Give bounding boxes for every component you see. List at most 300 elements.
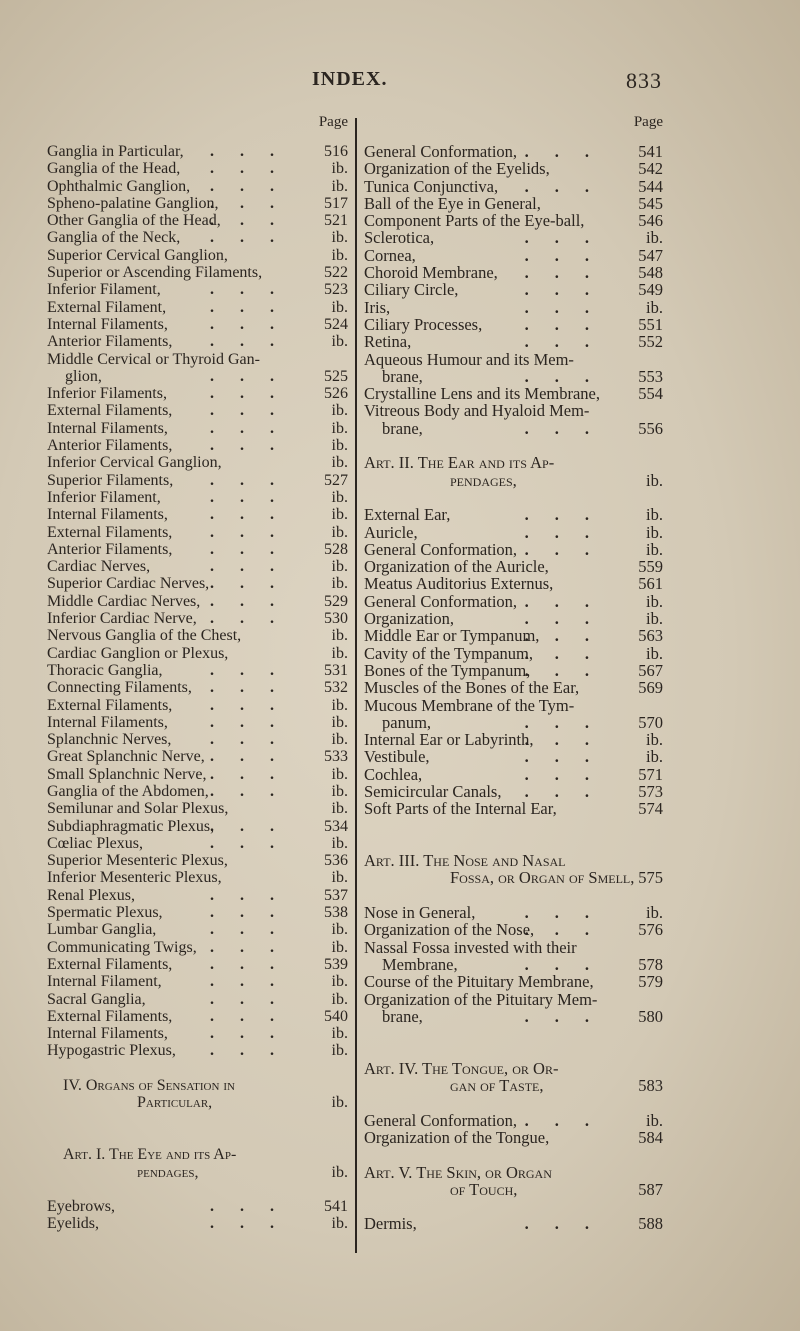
entry-page: ib.: [331, 627, 348, 645]
entry-text: Internal Filaments,: [47, 315, 168, 333]
index-entry: [364, 524, 663, 541]
index-entry: [47, 575, 348, 592]
entry-text: Internal Filament,: [47, 973, 162, 991]
dot-leader: ...: [524, 781, 615, 801]
index-entry: [364, 973, 663, 990]
dot-leader: ...: [524, 418, 615, 438]
index-entry: [47, 195, 348, 212]
entry-text: Art. II. The Ear and its Ap-: [364, 453, 555, 473]
entry-text: IV. Organs of Sensation in: [63, 1077, 236, 1095]
entry-text: Inferior Cardiac Nerve,: [47, 610, 197, 628]
entry-text: Art. I. The Eye and its Ap-: [63, 1146, 237, 1164]
dot-leader: ...: [210, 592, 300, 610]
index-entry: [364, 212, 663, 229]
index-entry: [47, 524, 348, 541]
dot-leader: ...: [210, 402, 300, 420]
page-column-label-right: Page: [633, 114, 663, 130]
dot-leader: ...: [210, 506, 300, 524]
section-heading: [47, 1094, 348, 1111]
dot-leader: ...: [210, 713, 300, 731]
index-entry: [364, 178, 663, 195]
index-entry: [47, 800, 348, 817]
index-entry: [47, 541, 348, 558]
index-entry: [364, 748, 663, 765]
index-entry: [47, 1008, 348, 1025]
entry-page: 523: [324, 281, 348, 299]
entry-page: ib.: [646, 747, 663, 767]
index-entry: [47, 627, 348, 644]
entry-text: Renal Plexus,: [47, 886, 135, 904]
index-entry: [47, 229, 348, 246]
entry-text: Organization of the Tongue,: [364, 1127, 550, 1147]
entry-page: 521: [324, 212, 348, 230]
dot-leader: ...: [524, 764, 615, 784]
entry-page: ib.: [331, 437, 348, 455]
index-entry: [47, 818, 348, 835]
entry-text: Great Splanchnic Nerve,: [47, 748, 205, 766]
index-entry: [364, 1008, 663, 1025]
entry-page: 579: [638, 972, 663, 992]
entry-text: General Conformation,: [364, 142, 518, 161]
index-entry: [364, 731, 663, 748]
entry-text: Art. V. The Skin, or Organ: [364, 1162, 552, 1182]
dot-leader: ...: [524, 626, 615, 646]
entry-page: 561: [638, 574, 663, 594]
index-entry: [47, 385, 348, 402]
entry-text: Internal Ear or Labyrinth,: [364, 730, 534, 750]
running-title: INDEX.: [312, 68, 388, 90]
entry-text: Small Splanchnic Nerve,: [47, 765, 207, 783]
entry-page: ib.: [646, 539, 663, 559]
entry-page: 522: [324, 264, 348, 282]
entry-page: 548: [638, 263, 663, 283]
index-entry: [364, 783, 663, 800]
entry-text: Internal Filaments,: [47, 1025, 168, 1043]
entry-text: Mucous Membrane of the Tym-: [364, 695, 575, 715]
entry-page: 525: [324, 367, 348, 385]
entry-text: Sclerotica,: [364, 228, 435, 248]
entry-page: ib.: [331, 229, 348, 247]
entry-text: Internal Filaments,: [47, 506, 168, 524]
dot-leader: ...: [210, 661, 300, 679]
entry-text: Nassal Fossa invested with their: [364, 937, 577, 957]
entry-text: Ciliary Circle,: [364, 280, 459, 300]
section-heading: [47, 1146, 348, 1163]
entry-page: ib.: [331, 1163, 348, 1181]
dot-leader: ...: [210, 1215, 300, 1233]
entry-text: Nose in General,: [364, 903, 476, 923]
dot-leader: ...: [210, 1007, 300, 1025]
dot-leader: ...: [210, 921, 300, 939]
entry-text: Superior Mesenteric Plexus,: [47, 852, 228, 870]
dot-leader: ...: [210, 281, 300, 299]
entry-page: ib.: [331, 696, 348, 714]
entry-text: External Ear,: [364, 505, 451, 525]
entry-text: Choroid Membrane,: [364, 263, 498, 283]
section-heading: [364, 852, 663, 869]
dot-leader: ...: [210, 160, 300, 178]
entry-text: Aqueous Humour and its Mem-: [364, 349, 574, 369]
index-entry: [47, 731, 348, 748]
entry-text: Middle Ear or Tympanum,: [364, 626, 540, 646]
entry-text: Ophthalmic Ganglion,: [47, 177, 191, 195]
index-entry: [364, 143, 663, 160]
entry-text: Spheno-palatine Ganglion,: [47, 194, 219, 212]
dot-leader: ...: [210, 817, 300, 835]
index-entry: [47, 281, 348, 298]
dot-leader: ...: [524, 228, 615, 248]
entry-text: Organization of the Nose,: [364, 920, 535, 940]
entry-text: Sacral Ganglia,: [47, 990, 146, 1008]
entry-text: Anterior Filaments,: [47, 540, 173, 558]
entry-page: 538: [324, 904, 348, 922]
dot-leader: ...: [210, 488, 300, 506]
entry-text: External Filament,: [47, 298, 167, 316]
dot-leader: ...: [524, 903, 615, 923]
entry-page: ib.: [646, 522, 663, 542]
entry-text: Inferior Mesenteric Plexus,: [47, 869, 222, 887]
entry-page: ib.: [331, 938, 348, 956]
entry-text: pendages,: [137, 1163, 199, 1181]
entry-page: ib.: [331, 1094, 348, 1112]
dot-leader: ...: [524, 263, 615, 283]
dot-leader: ...: [524, 643, 615, 663]
section-heading: [364, 869, 663, 886]
entry-page: ib.: [331, 1042, 348, 1060]
dot-leader: ...: [210, 782, 300, 800]
index-column-right: [364, 143, 663, 1233]
index-entry: [47, 264, 348, 281]
entry-page: ib.: [331, 575, 348, 593]
entry-page: 517: [324, 194, 348, 212]
dot-leader: ...: [524, 176, 615, 196]
entry-page: 545: [638, 193, 663, 213]
entry-text: External Filaments,: [47, 402, 173, 420]
index-entry: [364, 627, 663, 644]
entry-text: Internal Filaments,: [47, 713, 168, 731]
dot-leader: ...: [524, 142, 615, 161]
index-entry: [364, 368, 663, 385]
entry-text: Ganglia of the Neck,: [47, 229, 181, 247]
entry-page: 537: [324, 886, 348, 904]
entry-page: ib.: [646, 297, 663, 317]
index-entry: [364, 1112, 663, 1129]
index-entry: [47, 402, 348, 419]
dot-leader: ...: [210, 315, 300, 333]
entry-page: 532: [324, 679, 348, 697]
dot-leader: ...: [524, 314, 615, 334]
index-entry: [364, 610, 663, 627]
index-entry: [47, 991, 348, 1008]
entry-page: 576: [638, 920, 663, 940]
entry-text: panum,: [382, 712, 432, 732]
dot-leader: ...: [524, 747, 615, 767]
dot-leader: ...: [210, 679, 300, 697]
entry-page: ib.: [331, 558, 348, 576]
index-entry: [47, 697, 348, 714]
dot-leader: ...: [210, 419, 300, 437]
index-entry: [47, 835, 348, 852]
entry-text: Tunica Conjunctiva,: [364, 176, 499, 196]
index-entry: [364, 575, 663, 592]
entry-text: Organization,: [364, 609, 454, 629]
entry-text: Ganglia of the Abdomen,: [47, 782, 209, 800]
entry-page: 533: [324, 748, 348, 766]
index-entry: [47, 679, 348, 696]
entry-page: 587: [638, 1179, 663, 1199]
dot-leader: ...: [524, 1214, 615, 1234]
entry-text: brane,: [382, 418, 423, 438]
dot-leader: ...: [524, 712, 615, 732]
entry-text: of Touch,: [450, 1179, 518, 1199]
entry-text: pendages,: [450, 470, 517, 490]
index-column-left: [47, 143, 348, 1233]
entry-page: 530: [324, 610, 348, 628]
entry-page: ib.: [331, 644, 348, 662]
dot-leader: ...: [210, 212, 300, 230]
entry-text: brane,: [382, 1006, 423, 1026]
entry-text: gan of Taste,: [450, 1076, 544, 1096]
index-entry: [47, 351, 348, 368]
entry-text: Inferior Filament,: [47, 488, 161, 506]
index-entry: [47, 869, 348, 886]
dot-leader: ...: [210, 1042, 300, 1060]
dot-leader: ...: [524, 539, 615, 559]
index-entry: [47, 783, 348, 800]
dot-leader: ...: [524, 280, 615, 300]
index-entry: [364, 800, 663, 817]
dot-leader: ...: [210, 523, 300, 541]
entry-page: ib.: [331, 713, 348, 731]
entry-page: 551: [638, 314, 663, 334]
index-entry: [364, 714, 663, 731]
entry-text: Connecting Filaments,: [47, 679, 192, 697]
entry-page: 563: [638, 626, 663, 646]
dot-leader: ...: [524, 1006, 615, 1026]
section-heading: [364, 1077, 663, 1094]
entry-text: Cochlea,: [364, 764, 423, 784]
index-entry: [47, 973, 348, 990]
entry-page: 542: [638, 159, 663, 179]
index-entry: [47, 939, 348, 956]
index-entry: [364, 402, 663, 419]
entry-page: 570: [638, 712, 663, 732]
dot-leader: ...: [210, 990, 300, 1008]
dot-leader: ...: [210, 748, 300, 766]
entry-text: Art. III. The Nose and Nasal: [364, 851, 566, 871]
section-heading: [47, 1164, 348, 1181]
entry-page: ib.: [331, 523, 348, 541]
dot-leader: ...: [210, 385, 300, 403]
dot-leader: ...: [524, 505, 615, 525]
index-entry: [364, 904, 663, 921]
dot-leader: ...: [210, 298, 300, 316]
index-entry: [364, 593, 663, 610]
index-entry: [47, 904, 348, 921]
index-entry: [47, 610, 348, 627]
entry-page: 571: [638, 764, 663, 784]
entry-page: ib.: [331, 454, 348, 472]
entry-page: ib.: [331, 765, 348, 783]
dot-leader: ...: [524, 591, 615, 611]
dot-leader: ...: [210, 1198, 300, 1216]
page-number: 833: [626, 68, 662, 93]
dot-leader: ...: [524, 522, 615, 542]
entry-text: Ciliary Processes,: [364, 314, 483, 334]
entry-text: Retina,: [364, 332, 412, 352]
index-entry: [364, 385, 663, 402]
index-entry: [364, 506, 663, 523]
entry-page: 544: [638, 176, 663, 196]
entry-page: ib.: [331, 298, 348, 316]
entry-text: Semicircular Canals,: [364, 781, 502, 801]
entry-text: Middle Cervical or Thyroid Gan-: [47, 350, 260, 368]
index-entry: [47, 1025, 348, 1042]
index-entry: [47, 420, 348, 437]
entry-text: External Filaments,: [47, 523, 173, 541]
section-heading: [364, 1181, 663, 1198]
index-entry: [364, 1215, 663, 1232]
dot-leader: ...: [210, 471, 300, 489]
dot-leader: ...: [210, 333, 300, 351]
dot-leader: ...: [210, 834, 300, 852]
entry-page: 526: [324, 385, 348, 403]
entry-page: ib.: [331, 782, 348, 800]
index-entry: [47, 852, 348, 869]
entry-text: Anterior Filaments,: [47, 333, 173, 351]
index-entry: [47, 593, 348, 610]
entry-page: ib.: [331, 973, 348, 991]
index-entry: [364, 160, 663, 177]
dot-leader: ...: [210, 886, 300, 904]
entry-page: ib.: [331, 506, 348, 524]
entry-page: 580: [638, 1006, 663, 1026]
index-entry: [47, 437, 348, 454]
entry-page: ib.: [331, 333, 348, 351]
entry-page: ib.: [331, 488, 348, 506]
entry-page: 540: [324, 1007, 348, 1025]
index-entry: [47, 489, 348, 506]
index-entry: [364, 247, 663, 264]
index-entry: [47, 454, 348, 471]
dot-leader: ...: [210, 367, 300, 385]
section-heading: [364, 1164, 663, 1181]
entry-page: 556: [638, 418, 663, 438]
entry-page: 539: [324, 955, 348, 973]
entry-text: Superior Cardiac Nerves,: [47, 575, 210, 593]
index-entry: [47, 887, 348, 904]
dot-leader: ...: [524, 954, 615, 974]
section-heading: [47, 1077, 348, 1094]
entry-page: 573: [638, 781, 663, 801]
entry-page: ib.: [331, 921, 348, 939]
entry-text: Lumbar Ganglia,: [47, 921, 157, 939]
entry-text: Internal Filaments,: [47, 419, 168, 437]
entry-text: Vestibule,: [364, 747, 430, 767]
dot-leader: ...: [210, 696, 300, 714]
dot-leader: ...: [524, 297, 615, 317]
index-entry: [364, 1129, 663, 1146]
entry-page: ib.: [646, 591, 663, 611]
entry-page: ib.: [331, 177, 348, 195]
entry-text: Middle Cardiac Nerves,: [47, 592, 201, 610]
entry-text: Soft Parts of the Internal Ear,: [364, 799, 557, 819]
index-entry: [364, 420, 663, 437]
entry-text: Superior or Ascending Filaments,: [47, 264, 263, 282]
index-entry: [47, 316, 348, 333]
entry-text: brane,: [382, 366, 423, 386]
entry-page: ib.: [646, 730, 663, 750]
index-entry: [47, 143, 348, 160]
entry-text: Spermatic Plexus,: [47, 904, 163, 922]
entry-page: ib.: [331, 160, 348, 178]
entry-text: Course of the Pituitary Membrane,: [364, 972, 594, 992]
entry-text: Fossa, or Organ of Smell,: [450, 868, 635, 888]
entry-text: Eyebrows,: [47, 1198, 115, 1216]
index-entry: [364, 541, 663, 558]
entry-page: 552: [638, 332, 663, 352]
entry-page: ib.: [331, 246, 348, 264]
dot-leader: ...: [524, 609, 615, 629]
entry-page: ib.: [331, 731, 348, 749]
entry-text: Nervous Ganglia of the Chest,: [47, 627, 242, 645]
entry-text: Auricle,: [364, 522, 418, 542]
index-entry: [47, 714, 348, 731]
entry-text: External Filaments,: [47, 955, 173, 973]
entry-text: Organization of the Pituitary Mem-: [364, 989, 598, 1009]
index-entry: [47, 506, 348, 523]
entry-page: ib.: [331, 869, 348, 887]
entry-page: 567: [638, 660, 663, 680]
entry-page: 583: [638, 1076, 663, 1096]
entry-page: ib.: [646, 609, 663, 629]
entry-page: 527: [324, 471, 348, 489]
entry-text: Ball of the Eye in General,: [364, 193, 541, 213]
entry-text: Dermis,: [364, 1214, 417, 1234]
index-entry: [364, 939, 663, 956]
index-entry: [47, 247, 348, 264]
entry-text: Muscles of the Bones of the Ear,: [364, 678, 580, 698]
entry-text: Hypogastric Plexus,: [47, 1042, 176, 1060]
entry-page: 528: [324, 540, 348, 558]
dot-leader: ...: [210, 143, 300, 160]
entry-page: ib.: [331, 990, 348, 1008]
entry-page: 584: [638, 1127, 663, 1147]
entry-text: Organization of the Eyelids,: [364, 159, 550, 179]
entry-page: 549: [638, 280, 663, 300]
entry-text: Component Parts of the Eye-ball,: [364, 211, 585, 231]
entry-text: General Conformation,: [364, 539, 518, 559]
index-entry: [47, 956, 348, 973]
entry-page: ib.: [646, 903, 663, 923]
index-entry: [364, 956, 663, 973]
entry-text: Thoracic Ganglia,: [47, 661, 163, 679]
dot-leader: ...: [210, 558, 300, 576]
dot-leader: ...: [210, 610, 300, 628]
entry-text: glion,: [65, 367, 102, 385]
dot-leader: ...: [524, 920, 615, 940]
dot-leader: ...: [210, 904, 300, 922]
index-entry: [364, 316, 663, 333]
dot-leader: ...: [210, 177, 300, 195]
index-entry: [47, 1042, 348, 1059]
entry-text: Communicating Twigs,: [47, 938, 197, 956]
entry-page: 575: [638, 868, 663, 888]
entry-page: 569: [638, 678, 663, 698]
index-entry: [47, 558, 348, 575]
index-entry: [47, 921, 348, 938]
dot-leader: ...: [210, 1025, 300, 1043]
